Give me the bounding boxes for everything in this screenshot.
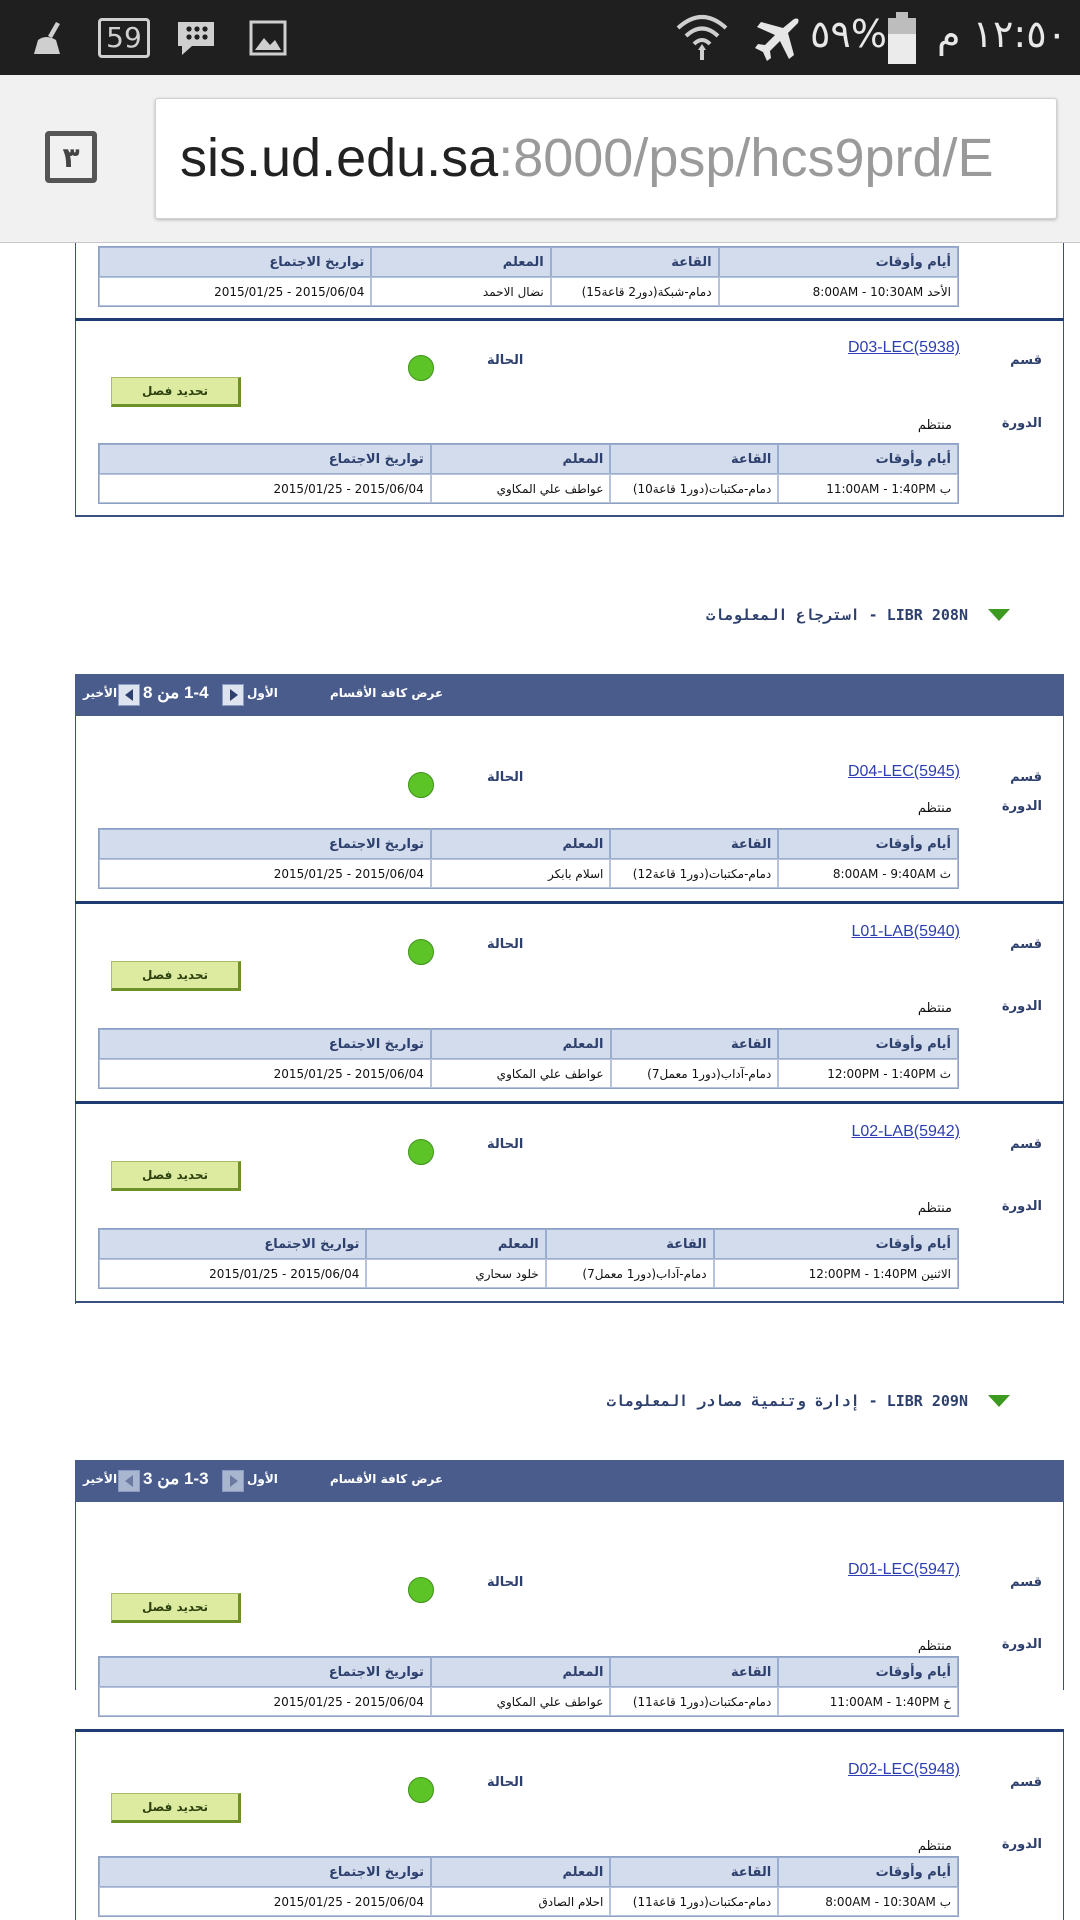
- meeting-dates: 2015/01/25 - 2015/06/04: [99, 1259, 366, 1288]
- section-label: قسم: [1010, 1575, 1042, 1590]
- meeting-table: [98, 443, 959, 504]
- wifi-icon: [672, 10, 732, 65]
- meeting-teacher: عواطف علي المكاوي: [431, 474, 611, 503]
- block-bottom-border: [75, 1301, 1064, 1303]
- meeting-days: ث 12:00PM - 1:40PM: [778, 1059, 958, 1088]
- course-label: الدورة: [1001, 999, 1042, 1014]
- status-open-icon: [408, 939, 434, 965]
- meeting-table: [98, 1028, 959, 1089]
- meeting-days: ب 11:00AM - 1:40PM: [778, 474, 958, 503]
- meeting-dates: 2015/01/25 - 2015/06/04: [99, 474, 431, 503]
- meeting-days: الاثنين 12:00PM - 1:40PM: [714, 1259, 958, 1288]
- url-path: :8000/psp/hcs9prd/E: [498, 128, 994, 188]
- status-label: الحالة: [487, 1575, 524, 1590]
- next-arrow-icon[interactable]: [222, 1470, 244, 1492]
- meeting-table: [98, 1228, 959, 1289]
- col-room-header: القاعة: [611, 1029, 779, 1059]
- select-class-button[interactable]: تحديد فصل: [111, 1161, 241, 1191]
- meeting-teacher: خلود سحاري: [366, 1259, 545, 1288]
- col-days-header: أيام وأوقات: [714, 1229, 958, 1259]
- pager-count: 1-4 من 8: [143, 683, 209, 702]
- section-label: قسم: [1010, 353, 1042, 368]
- col-dates-header: تواريخ الاجتماع: [99, 247, 371, 277]
- course-label: الدورة: [1001, 1637, 1042, 1652]
- col-dates-header: تواريخ الاجتماع: [99, 1029, 431, 1059]
- section-navigation-bar: [75, 674, 1064, 716]
- course-type-value: منتظم: [917, 1839, 952, 1854]
- last-link[interactable]: الأخير: [83, 1472, 118, 1486]
- collapse-triangle-icon[interactable]: [988, 609, 1010, 621]
- select-class-button[interactable]: تحديد فصل: [111, 377, 241, 407]
- section-navigation-bar: [75, 1460, 1064, 1502]
- tab-count-button[interactable]: [45, 131, 97, 183]
- meeting-room: دمام-شبكة(دور2 قاعة15): [551, 277, 719, 306]
- course-type-value: منتظم: [917, 1201, 952, 1216]
- battery-icon: [882, 10, 922, 65]
- col-room-header: القاعة: [610, 1657, 778, 1687]
- course-header-208[interactable]: [706, 606, 1010, 624]
- course-type-value: منتظم: [917, 418, 952, 433]
- col-days-header: أيام وأوقات: [719, 247, 958, 277]
- col-teacher-header: المعلم: [431, 829, 610, 859]
- course-title: LIBR 208N - استرجاع المعلومات: [706, 606, 968, 624]
- meeting-teacher: احلام الصادق: [431, 1887, 610, 1916]
- meeting-dates: 2015/01/25 - 2015/06/04: [99, 1887, 431, 1916]
- meeting-room: دمام-آداب(دور1 معمل7): [611, 1059, 779, 1088]
- col-teacher-header: المعلم: [366, 1229, 545, 1259]
- section-link-l02[interactable]: L02-LAB(5942): [851, 1123, 960, 1140]
- status-label: الحالة: [487, 937, 524, 952]
- col-room-header: القاعة: [610, 829, 778, 859]
- pager-count: 1-3 من 3: [143, 1469, 209, 1488]
- meeting-teacher: نضال الاحمد: [371, 277, 550, 306]
- section-link-d04[interactable]: D04-LEC(5945): [847, 763, 960, 780]
- bbm-chat-icon: [172, 10, 220, 65]
- col-room-header: القاعة: [610, 1857, 778, 1887]
- col-days-header: أيام وأوقات: [778, 829, 958, 859]
- meeting-teacher: عواطف علي المكاوي: [431, 1687, 611, 1716]
- first-link[interactable]: الأول: [247, 1472, 278, 1486]
- meeting-room: دمام-مكتبات(دور1 قاعة10): [610, 474, 778, 503]
- meeting-days: ث 8:00AM - 9:40AM: [778, 859, 958, 888]
- meeting-dates: 2015/01/25 - 2015/06/04: [99, 1059, 431, 1088]
- status-label: الحالة: [487, 1137, 524, 1152]
- select-class-button[interactable]: تحديد فصل: [111, 1793, 241, 1823]
- col-room-header: القاعة: [610, 444, 778, 474]
- address-bar[interactable]: [155, 98, 1057, 219]
- meeting-dates: 2015/01/25 - 2015/06/04: [99, 859, 431, 888]
- col-dates-header: تواريخ الاجتماع: [99, 1857, 431, 1887]
- status-open-icon: [408, 772, 434, 798]
- course-header-209[interactable]: [607, 1392, 1010, 1410]
- section-label: قسم: [1010, 1775, 1042, 1790]
- col-dates-header: تواريخ الاجتماع: [99, 1657, 431, 1687]
- notification-count: 59: [98, 18, 150, 58]
- col-room-header: القاعة: [546, 1229, 714, 1259]
- first-link[interactable]: الأول: [247, 686, 278, 700]
- section-label: قسم: [1010, 937, 1042, 952]
- status-bar: [0, 0, 1080, 75]
- broom-icon: [28, 10, 72, 65]
- status-label: الحالة: [487, 1775, 524, 1790]
- meeting-days: الأحد 8:00AM - 10:30AM: [719, 277, 958, 306]
- col-dates-header: تواريخ الاجتماع: [99, 444, 431, 474]
- col-teacher-header: المعلم: [431, 1857, 610, 1887]
- meeting-table: [98, 828, 959, 889]
- status-open-icon: [408, 1139, 434, 1165]
- next-arrow-icon[interactable]: [222, 684, 244, 706]
- meeting-dates: 2015/01/25 - 2015/06/04: [99, 1687, 431, 1716]
- course-title: LIBR 209N - إدارة وتنمية مصادر المعلومات: [606, 1392, 968, 1410]
- prev-arrow-icon[interactable]: [118, 684, 140, 706]
- course-type-value: منتظم: [917, 1001, 952, 1016]
- section-label: قسم: [1010, 1137, 1042, 1152]
- meeting-room: دمام-مكتبات(دور1 قاعة11): [610, 1887, 778, 1916]
- meeting-dates: 2015/01/25 - 2015/06/04: [99, 277, 371, 306]
- tab-count: ٣: [62, 140, 80, 174]
- col-days-header: أيام وأوقات: [778, 1857, 958, 1887]
- section-link-d02[interactable]: D02-LEC(5948): [847, 1761, 960, 1778]
- col-dates-header: تواريخ الاجتماع: [99, 1229, 366, 1259]
- meeting-room: دمام-مكتبات(دور1 قاعة11): [610, 1687, 778, 1716]
- section-link-d01[interactable]: D01-LEC(5947): [847, 1561, 960, 1578]
- view-all-link[interactable]: عرض كافة الأقسام: [330, 686, 444, 700]
- meeting-table: [98, 1856, 959, 1917]
- course-label: الدورة: [1001, 1199, 1042, 1214]
- browser-toolbar: [0, 75, 1080, 243]
- meeting-room: دمام-مكتبات(دور1 قاعة12): [610, 859, 778, 888]
- meeting-days: ب 8:00AM - 10:30AM: [778, 1887, 958, 1916]
- battery-percent: ٥٩%: [810, 12, 887, 56]
- image-icon: [246, 10, 290, 65]
- status-label: الحالة: [487, 770, 524, 785]
- block-bottom-border: [75, 515, 1064, 517]
- meeting-table: [98, 246, 959, 307]
- col-days-header: أيام وأوقات: [778, 444, 958, 474]
- section-label: قسم: [1010, 770, 1042, 785]
- col-teacher-header: المعلم: [371, 247, 550, 277]
- section-link-l01[interactable]: L01-LAB(5940): [851, 923, 960, 940]
- section-link-d03[interactable]: D03-LEC(5938): [847, 339, 960, 356]
- collapse-triangle-icon[interactable]: [988, 1395, 1010, 1407]
- status-open-icon: [408, 1577, 434, 1603]
- select-class-button[interactable]: تحديد فصل: [111, 1593, 241, 1623]
- meeting-room: دمام-آداب(دور1 معمل7): [546, 1259, 714, 1288]
- col-days-header: أيام وأوقات: [778, 1657, 958, 1687]
- col-teacher-header: المعلم: [431, 1029, 611, 1059]
- col-days-header: أيام وأوقات: [778, 1029, 958, 1059]
- notification-count-icon: [95, 10, 153, 65]
- course-label: الدورة: [1001, 799, 1042, 814]
- col-teacher-header: المعلم: [431, 444, 611, 474]
- meeting-table: [98, 1656, 959, 1717]
- status-open-icon: [408, 355, 434, 381]
- course-type-value: منتظم: [917, 801, 952, 816]
- col-dates-header: تواريخ الاجتماع: [99, 829, 431, 859]
- url-host: sis.ud.edu.sa: [180, 128, 499, 188]
- meeting-teacher: عواطف علي المكاوي: [431, 1059, 611, 1088]
- view-all-link[interactable]: عرض كافة الأقسام: [330, 1472, 444, 1486]
- meeting-teacher: اسلام بابكر: [431, 859, 610, 888]
- course-label: الدورة: [1001, 416, 1042, 431]
- col-teacher-header: المعلم: [431, 1657, 611, 1687]
- select-class-button[interactable]: تحديد فصل: [111, 961, 241, 991]
- course-type-value: منتظم: [917, 1639, 952, 1654]
- clock: ١٢:٥٠ م: [937, 12, 1068, 56]
- course-label: الدورة: [1001, 1837, 1042, 1852]
- status-open-icon: [408, 1777, 434, 1803]
- airplane-icon: [752, 10, 806, 65]
- col-room-header: القاعة: [551, 247, 719, 277]
- status-label: الحالة: [487, 353, 524, 368]
- last-link[interactable]: الأخير: [83, 686, 118, 700]
- prev-arrow-icon[interactable]: [118, 1470, 140, 1492]
- page-content: [0, 243, 1080, 1920]
- meeting-days: خ 11:00AM - 1:40PM: [778, 1687, 958, 1716]
